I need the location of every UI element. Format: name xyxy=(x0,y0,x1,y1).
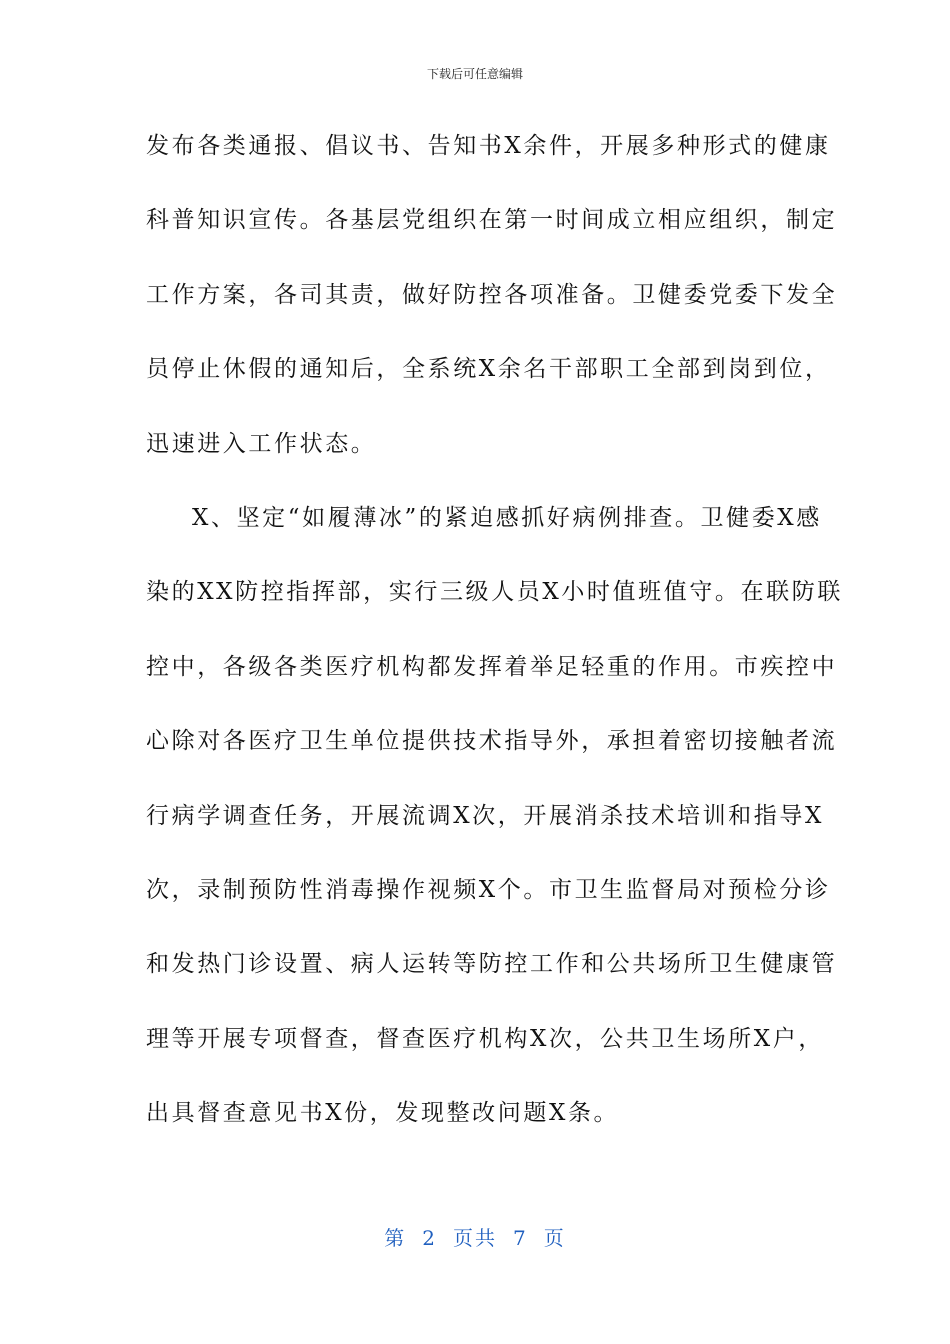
footer-middle: 页共 xyxy=(453,1226,497,1250)
footer-suffix: 页 xyxy=(543,1226,566,1250)
paragraph-line: 工作方案，各司其责，做好防控各项准备。卫健委党委下发全 xyxy=(146,281,838,308)
paragraph-2 xyxy=(146,495,843,1165)
footer-prefix: 第 xyxy=(384,1226,407,1250)
page-footer xyxy=(0,1224,950,1252)
paragraph-line: 心除对各医疗卫生单位提供技术指导外，承担着密切接触者流 xyxy=(146,728,838,755)
page-header xyxy=(0,66,950,82)
paragraph-line: 发布各类通报、倡议书、告知书X余件，开展多种形式的健康 xyxy=(146,133,831,159)
paragraph-line: 控中，各级各类医疗机构都发挥着举足轻重的作用。市疾控中 xyxy=(146,653,838,680)
paragraph-line: 科普知识宣传。各基层党组织在第一时间成立相应组织，制定 xyxy=(146,207,838,234)
paragraph-line: 出具督查意见书X份，发现整改问题X条。 xyxy=(146,1100,620,1127)
total-page-number: 7 xyxy=(513,1226,528,1250)
paragraph-line: 染的XX防控指挥部，实行三级人员X小时值班值守。在联防联 xyxy=(146,579,843,606)
paragraph-line: 和发热门诊设置、病人运转等防控工作和公共场所卫生健康管 xyxy=(146,951,838,978)
paragraph-line: 迅速进入工作状态。 xyxy=(146,430,377,457)
document-body xyxy=(146,123,843,1164)
paragraph-line: 行病学调查任务，开展流调X次，开展消杀技术培训和指导X xyxy=(146,802,824,829)
header-text: 下载后可任意编辑 xyxy=(426,67,523,81)
current-page-number: 2 xyxy=(422,1226,437,1250)
paragraph-1 xyxy=(146,123,838,495)
paragraph-line: X、坚定“如履薄冰”的紧迫感抓好病例排查。卫健委X感 xyxy=(192,504,822,531)
paragraph-line: 理等开展专项督查，督查医疗机构X次，公共卫生场所X户， xyxy=(146,1025,824,1052)
paragraph-line: 员停止休假的通知后，全系统X余名干部职工全部到岗到位， xyxy=(146,356,831,383)
paragraph-line: 次，录制预防性消毒操作视频X个。市卫生监督局对预检分诊 xyxy=(146,876,831,903)
